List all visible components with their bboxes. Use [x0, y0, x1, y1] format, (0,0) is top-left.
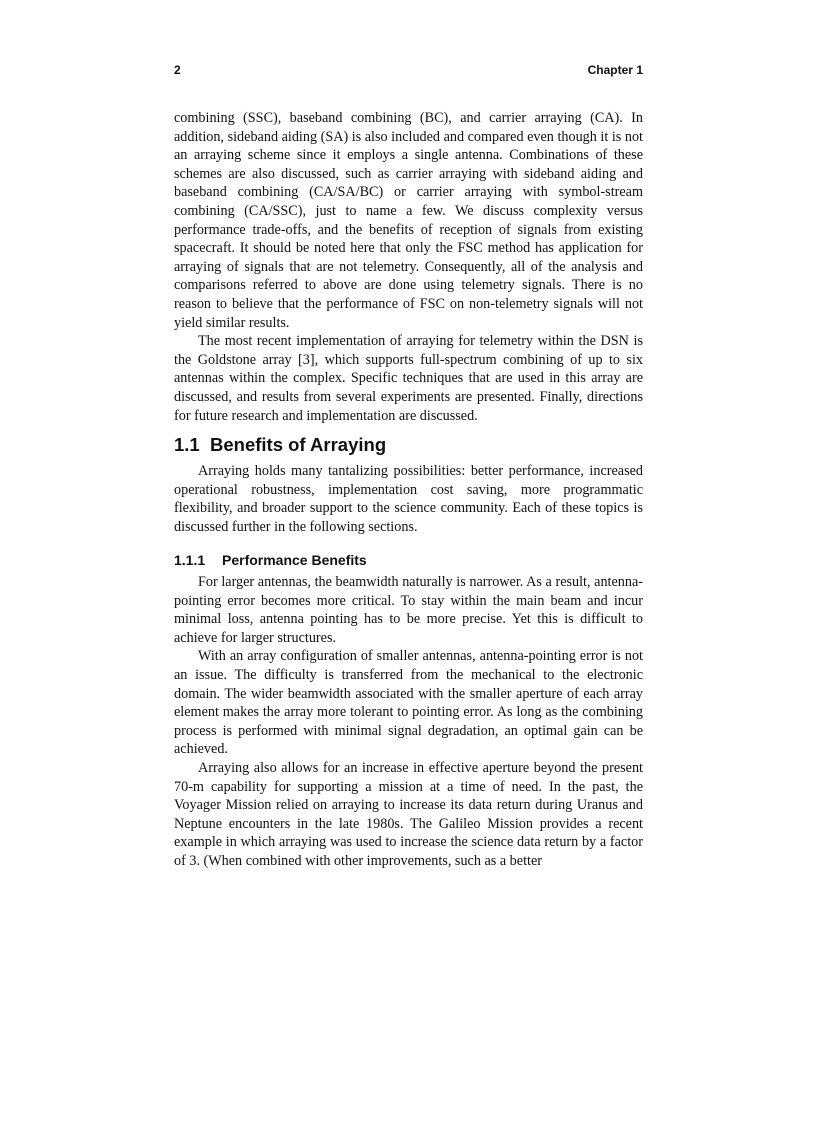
section-title: Benefits of Arraying	[210, 434, 387, 455]
intro-paragraph-1: combining (SSC), baseband combining (BC), and carrier arraying (CA). In addition, sideband aiding (SA) is also included and compared even though it is not an arraying scheme since it employs a single antenna. Combinations of these schemes are also discussed, such as carrier arraying with sideband aiding and baseband combining (CA/SA/BC) or carrier arraying with symbol-stream combining (CA/SSC), just to name a few. We discuss complexity versus performance trade-offs, and the benefits of reception of signals from existing spacecraft. It should be noted here that only the FSC method has application for arraying of signals that are not telemetry. Consequently, all of the analysis and comparisons referred to above are done using telemetry signals. There is no reason to believe that the performance of FSC on non-telemetry signals will not yield similar results.	[174, 110, 643, 331]
section-number: 1.1	[174, 434, 200, 455]
subsection-paragraph-2: With an array configuration of smaller antennas, antenna-pointing error is not an issue. The difficulty is transferred from the mechanical to the electronic domain. The wider beamwidth associated with the smaller aperture of each array element makes the array more tolerant to pointing error. As long as the combining process is performed with minimal signal degradation, an optimal gain can be achieved.	[174, 648, 643, 758]
section-paragraph-1: Arraying holds many tantalizing possibilities: better performance, increased operational robustness, implementation cost saving, more programmatic flexibility, and broader support to the science community. Each of these topics is discussed further in the following sections.	[174, 463, 643, 535]
section-text	[174, 462, 643, 536]
running-header	[174, 62, 643, 78]
subsection-heading	[174, 551, 643, 569]
chapter-label: Chapter 1	[587, 63, 643, 77]
section-heading	[174, 433, 643, 457]
intro-text	[174, 109, 643, 425]
subsection-number: 1.1.1	[174, 552, 206, 568]
subsection-paragraph-3: Arraying also allows for an increase in effective aperture beyond the present 70-m capability for supporting a mission at a time of need. In the past, the Voyager Mission relied on arraying to increase its data return during Uranus and Neptune encounters in the late 1980s. The Galileo Mission provides a recent example in which arraying was used to increase the science data return by a factor of 3. (When combined with other improvements, such as a better	[174, 759, 643, 869]
intro-paragraph-2: The most recent implementation of arraying for telemetry within the DSN is the Goldstone array [3], which supports full-spectrum combining of up to six antennas within the complex. Specific techniques that are used in this array are discussed, and results from several experiments are presented. Finally, directions for future research and implementation are discussed.	[174, 333, 643, 424]
subsection-title: Performance Benefits	[222, 552, 367, 568]
subsection-text	[174, 573, 643, 871]
page-number: 2	[174, 63, 181, 77]
subsection-paragraph-1: For larger antennas, the beamwidth naturally is narrower. As a result, antenna-pointing error becomes more critical. To stay within the main beam and incur minimal loss, antenna pointing has to be more precise. Yet this is difficult to achieve for larger structures.	[174, 574, 643, 646]
